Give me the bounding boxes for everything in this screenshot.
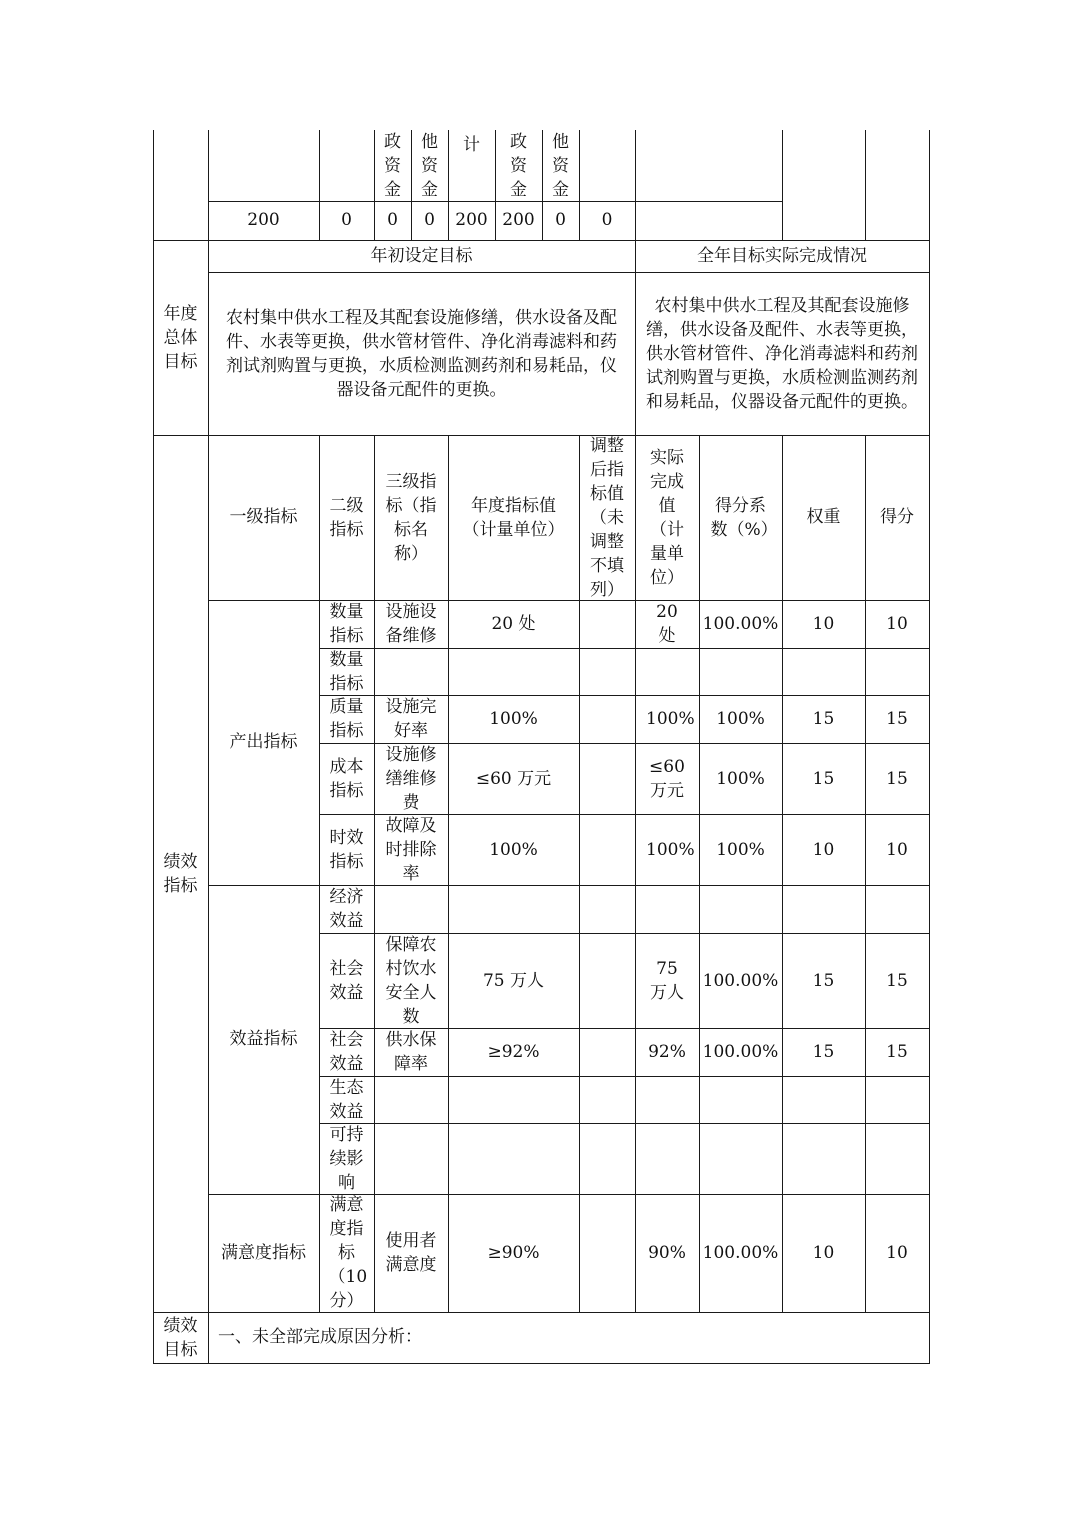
cell-score-coef: 100% — [716, 839, 765, 860]
cell-level2: 质量指标 — [329, 697, 364, 741]
cell-level2: 成本指标 — [329, 756, 364, 801]
cell-score-coef: 100.00% — [702, 1243, 779, 1263]
cell-adjusted-value — [579, 1076, 635, 1123]
funding-subheader: 他资金 — [552, 131, 569, 200]
funding-value: 0 — [387, 210, 398, 230]
group-benefit: 效益指标 — [229, 1029, 298, 1049]
funding-subheader: 政资金 — [510, 131, 527, 200]
cell-weight: 15 — [812, 709, 835, 729]
cell-level2: 生态效益 — [329, 1077, 364, 1122]
cell-level2: 满意度指标（10分） — [328, 1195, 368, 1311]
cell-weight: 10 — [812, 1243, 835, 1263]
cell-annual-value — [448, 885, 579, 933]
cell-level2: 社会效益 — [329, 958, 364, 1003]
cell-annual-value: ≤60 万元 — [475, 768, 552, 789]
cell-weight: 15 — [812, 768, 835, 789]
cell-adjusted-value — [579, 1194, 635, 1312]
cell-score-coef: 100% — [716, 768, 765, 789]
cell-weight: 10 — [812, 614, 835, 634]
cell-level3: 设施设备维修 — [385, 602, 437, 646]
cell-level2: 可持续影响 — [329, 1124, 364, 1193]
cell-level2: 时效指标 — [329, 827, 364, 872]
cell-weight: 15 — [812, 970, 835, 991]
cell-level3: 故障及时排除率 — [385, 815, 437, 884]
cell-score: 15 — [886, 709, 908, 729]
cell-annual-value: 20 处 — [491, 614, 536, 634]
cell-actual-value: 90% — [648, 1243, 686, 1263]
header-adjusted-value: 调整后指标值（未调整不填列） — [590, 435, 624, 600]
cell-annual-value — [448, 1123, 579, 1194]
cell-annual-value: 100% — [489, 839, 538, 860]
cell-annual-value — [448, 1076, 579, 1123]
funding-value: 0 — [341, 210, 352, 230]
cell-adjusted-value — [579, 600, 635, 648]
cell-level3: 保障农村饮水安全人数 — [385, 934, 437, 1027]
funding-subheader: 政资金 — [384, 131, 401, 200]
funding-value: 200 — [247, 210, 280, 230]
cell-actual-value: 20 处 — [656, 602, 678, 646]
rule — [153, 1363, 930, 1364]
cell-annual-value: 75 万人 — [482, 970, 545, 991]
rule — [635, 201, 783, 202]
cell-score: 15 — [886, 768, 908, 789]
cell-level3 — [374, 1123, 448, 1194]
funding-value: 0 — [424, 210, 435, 230]
cell-level3: 设施修缮维修费 — [385, 744, 437, 813]
group-output: 产出指标 — [229, 732, 298, 752]
funding-subheader: 计 — [463, 135, 480, 155]
cell-actual-value: 100% — [646, 839, 695, 860]
cell-weight: 15 — [812, 1042, 835, 1062]
funding-value: 0 — [601, 210, 613, 230]
header-level1: 一级指标 — [229, 507, 298, 527]
cell-score-coef: 100.00% — [702, 614, 779, 634]
cell-weight — [782, 1076, 865, 1123]
cell-level2: 数量指标 — [329, 649, 364, 694]
cell-adjusted-value — [579, 695, 635, 743]
cell-level3 — [374, 885, 448, 933]
cell-actual-value — [635, 1076, 699, 1123]
cell-score-coef — [699, 648, 782, 695]
annual-goal-label: 年度总体目标 — [163, 303, 198, 372]
cell-actual-value — [635, 1123, 699, 1194]
header-score: 得分 — [880, 507, 914, 527]
cell-score — [865, 1076, 929, 1123]
cell-level3: 供水保障率 — [385, 1030, 437, 1074]
annual-goal-actual-text: 农村集中供水工程及其配套设施修缮，供水设备及配件、水表等更换，供水管材管件、净化消毒滤料和药剂试剂购置与更换，水质检测监测药剂和易耗品，仪器设备元配件的更换。 — [646, 295, 918, 412]
header-annual-value: 年度指标值（计量单位） — [462, 495, 565, 540]
cell-level3: 设施完好率 — [385, 697, 437, 741]
rule — [865, 130, 866, 240]
bottom-label: 绩效目标 — [163, 1315, 198, 1360]
cell-adjusted-value — [579, 814, 635, 885]
cell-weight: 10 — [812, 839, 835, 860]
cell-level3 — [374, 1076, 448, 1123]
cell-score: 15 — [886, 970, 908, 991]
funding-subheader: 他资金 — [421, 131, 438, 200]
cell-score: 10 — [886, 614, 908, 634]
funding-value: 200 — [502, 210, 535, 230]
header-actual-value: 实际完成值（计量单位） — [650, 447, 684, 588]
cell-annual-value: ≥90% — [487, 1243, 540, 1263]
cell-actual-value: 100% — [646, 709, 695, 729]
cell-actual-value: ≤60 万元 — [649, 756, 685, 801]
cell-adjusted-value — [579, 1028, 635, 1076]
cell-actual-value — [635, 648, 699, 695]
cell-score — [865, 1123, 929, 1194]
bottom-text: 一、未全部完成原因分析： — [218, 1327, 422, 1347]
funding-value: 0 — [555, 210, 566, 230]
cell-level3 — [374, 648, 448, 695]
annual-goal-set-header: 年初设定目标 — [370, 245, 473, 266]
funding-value: 200 — [455, 210, 488, 230]
cell-level2: 数量指标 — [329, 602, 364, 646]
cell-actual-value — [635, 885, 699, 933]
cell-score — [865, 648, 929, 695]
cell-score: 10 — [886, 839, 908, 860]
cell-annual-value: 100% — [489, 709, 538, 729]
cell-annual-value: ≥92% — [487, 1042, 540, 1062]
annual-goal-actual-header: 全年目标实际完成情况 — [697, 245, 867, 266]
cell-weight — [782, 648, 865, 695]
rule — [782, 130, 783, 240]
cell-adjusted-value — [579, 1123, 635, 1194]
header-level3: 三级指标（指标名称） — [385, 471, 437, 564]
cell-actual-value: 75 万人 — [650, 958, 684, 1003]
rule — [929, 130, 930, 1364]
cell-adjusted-value — [579, 885, 635, 933]
cell-score-coef — [699, 1123, 782, 1194]
cell-score-coef — [699, 1076, 782, 1123]
cell-score: 15 — [886, 1042, 908, 1062]
indicators-label: 绩效指标 — [163, 851, 198, 896]
cell-score-coef: 100% — [716, 709, 765, 729]
annual-goal-set-text: 农村集中供水工程及其配套设施修缮，供水设备及配件、水表等更换，供水管材管件、净化消毒滤料和药剂试剂购置与更换，水质检测监测药剂和易耗品，仪器设备元配件的更换。 — [226, 307, 617, 400]
cell-level2: 经济效益 — [329, 887, 364, 931]
cell-score-coef: 100.00% — [702, 970, 779, 991]
header-score-coef: 得分系数（%） — [710, 495, 778, 540]
cell-score-coef: 100.00% — [702, 1042, 779, 1062]
cell-level3: 使用者满意度 — [385, 1231, 437, 1275]
cell-annual-value — [448, 648, 579, 695]
header-level2: 二级指标 — [329, 495, 364, 540]
header-weight: 权重 — [806, 507, 841, 527]
cell-actual-value: 92% — [648, 1042, 686, 1062]
cell-adjusted-value — [579, 743, 635, 814]
cell-adjusted-value — [579, 933, 635, 1028]
group-satisfaction: 满意度指标 — [221, 1242, 306, 1263]
cell-score: 10 — [886, 1243, 908, 1263]
cell-level2: 社会效益 — [329, 1030, 364, 1074]
cell-score — [865, 885, 929, 933]
cell-weight — [782, 1123, 865, 1194]
cell-weight — [782, 885, 865, 933]
cell-score-coef — [699, 885, 782, 933]
cell-adjusted-value — [579, 648, 635, 695]
